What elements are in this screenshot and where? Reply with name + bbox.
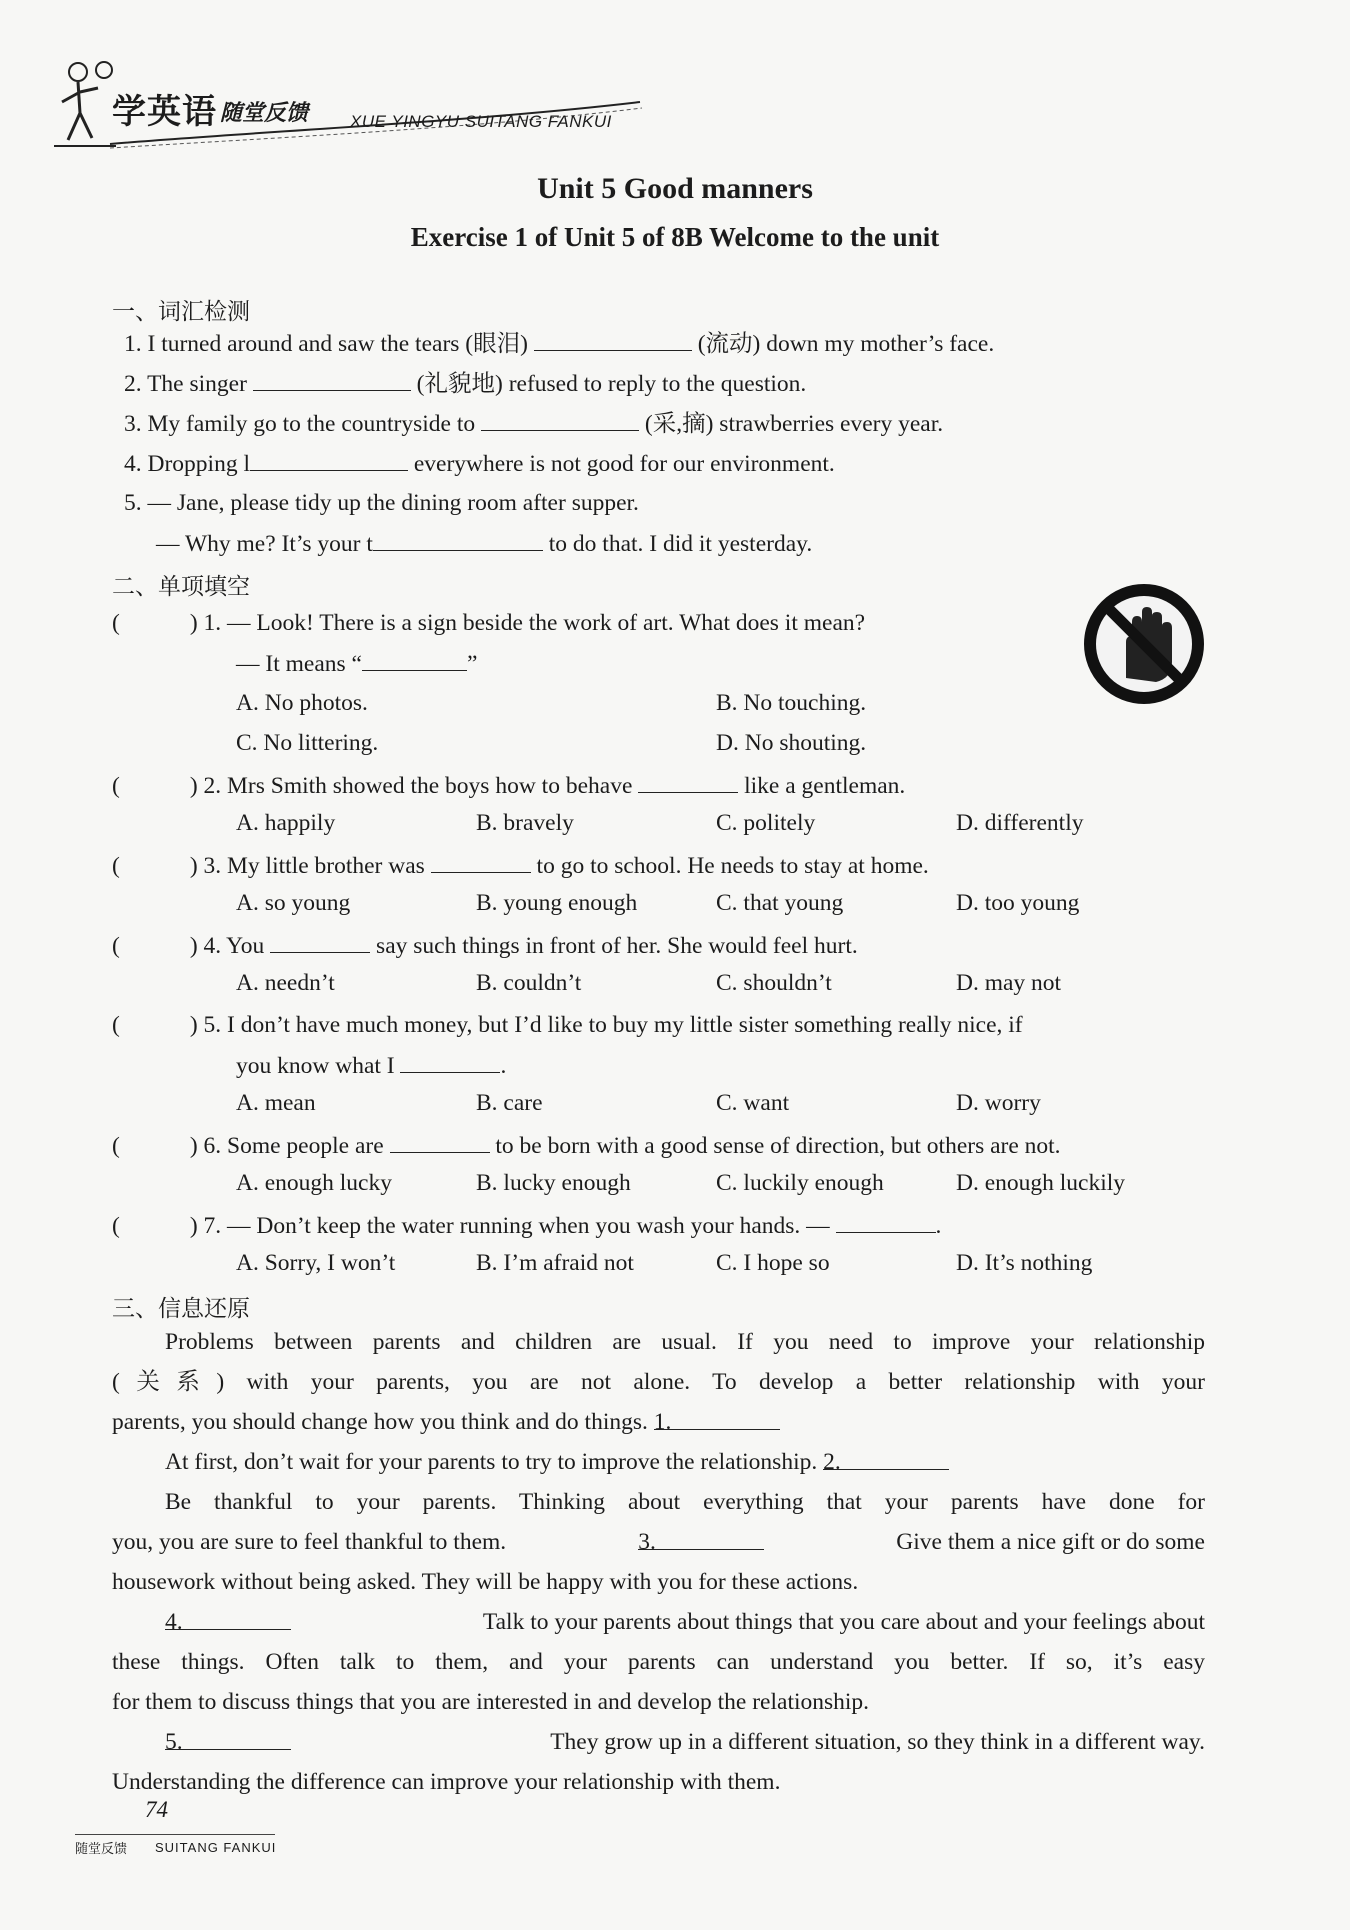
option-c[interactable]: C. luckily enough xyxy=(716,1170,884,1196)
option-b[interactable]: B. I’m afraid not xyxy=(476,1250,634,1276)
section-heading-single-choice: 二、单项填空 xyxy=(112,574,250,600)
answer-paren-open: ( xyxy=(112,1012,120,1038)
answer-paren-close: ) xyxy=(189,1012,198,1038)
blank-number: 5. xyxy=(165,1729,183,1755)
vocab-item xyxy=(124,488,639,518)
item-text: — Jane, please tidy up the dining room after supper. xyxy=(147,490,639,516)
question-text: — Don’t keep the water running when you wash your hands. — xyxy=(227,1213,830,1239)
question-line xyxy=(112,1130,1061,1161)
answer-paren-close: ) xyxy=(189,1133,198,1159)
option-a[interactable]: A. needn’t xyxy=(236,970,335,996)
answer-blank[interactable] xyxy=(400,1050,500,1073)
item-text: The singer xyxy=(147,371,247,397)
option-b[interactable]: B. lucky enough xyxy=(476,1170,631,1196)
passage-line xyxy=(165,1447,949,1477)
passage-text: you, you are sure to feel thankful to them. xyxy=(112,1529,507,1555)
student-figure-icon xyxy=(50,58,120,148)
passage-line xyxy=(112,1527,1205,1557)
passage-text: these things. Often talk to them, and your parents can understand you better. If so, it’s easy xyxy=(112,1649,1205,1675)
question-number: 1. xyxy=(203,610,222,636)
blank-number: 1. xyxy=(653,1409,672,1435)
option-a[interactable]: A. Sorry, I won’t xyxy=(236,1250,396,1276)
passage-line xyxy=(112,1567,858,1597)
answer-paren-close: ) xyxy=(189,773,198,799)
answer-blank[interactable] xyxy=(373,528,543,551)
item-text: (流动) down my mother’s face. xyxy=(697,331,995,357)
blank-number: 2. xyxy=(823,1449,841,1475)
passage-line xyxy=(165,1727,1205,1757)
passage-text: At first, don’t wait for your parents to try to improve the relationship. xyxy=(165,1449,818,1475)
question-number: 5. xyxy=(203,1012,222,1038)
vocab-item xyxy=(124,368,806,399)
answer-paren-open: ( xyxy=(112,933,120,959)
passage-line xyxy=(112,1647,1205,1677)
blank-number: 4. xyxy=(165,1609,183,1635)
answer-blank[interactable] xyxy=(481,408,639,431)
passage-line xyxy=(165,1327,1205,1357)
passage-text: (关系) with your parents, you are not alone. To develop a better relationship with your xyxy=(112,1369,1205,1395)
vocab-item xyxy=(124,448,835,479)
question-number: 6. xyxy=(203,1133,222,1159)
passage-line xyxy=(165,1487,1205,1517)
question-line xyxy=(236,1050,506,1081)
answer-blank-1[interactable] xyxy=(653,1407,780,1435)
question-line xyxy=(112,1010,1023,1040)
answer-blank-2[interactable] xyxy=(823,1447,949,1475)
answer-blank[interactable] xyxy=(534,328,692,351)
vocab-item xyxy=(124,328,994,359)
passage-text: for them to discuss things that you are interested in and develop the relationship. xyxy=(112,1689,870,1715)
answer-paren-close: ) xyxy=(189,853,198,879)
option-b[interactable]: B. No touching. xyxy=(716,690,867,716)
option-a[interactable]: A. enough lucky xyxy=(236,1170,392,1196)
page-number: 74 xyxy=(145,1797,168,1822)
answer-paren-close: ) xyxy=(189,933,198,959)
question-text: — It means “ xyxy=(236,651,362,677)
passage-text: They grow up in a different situation, so they think in a different way. xyxy=(550,1729,1205,1755)
blank-number: 3. xyxy=(638,1529,656,1555)
unit-title: Unit 5 Good manners xyxy=(537,172,813,205)
option-a[interactable]: A. happily xyxy=(236,810,336,836)
answer-blank[interactable] xyxy=(253,368,411,391)
passage-line xyxy=(112,1687,869,1717)
question-text: like a gentleman. xyxy=(744,773,906,799)
answer-blank[interactable] xyxy=(250,448,408,471)
item-text: (采,摘) strawberries every year. xyxy=(644,411,944,437)
question-text: . xyxy=(935,1213,942,1239)
option-d[interactable]: D. It’s nothing xyxy=(956,1250,1093,1276)
answer-blank[interactable] xyxy=(431,850,531,873)
option-d[interactable]: D. enough luckily xyxy=(956,1170,1126,1196)
passage-text: parents, you should change how you think and do things. xyxy=(112,1409,648,1435)
option-d[interactable]: D. differently xyxy=(956,810,1084,836)
question-text: Some people are xyxy=(227,1133,384,1159)
item-number: 3. xyxy=(124,411,142,437)
exercise-title: Exercise 1 of Unit 5 of 8B Welcome to the unit xyxy=(410,222,940,252)
answer-paren-open: ( xyxy=(112,1213,120,1239)
answer-blank[interactable] xyxy=(390,1130,490,1153)
section-heading-vocabulary: 一、词汇检测 xyxy=(112,299,250,325)
passage-text: Give them a nice gift or do some xyxy=(896,1529,1205,1555)
question-text: My little brother was xyxy=(227,853,425,879)
option-c[interactable]: C. politely xyxy=(716,810,816,836)
passage-text: Understanding the difference can improve your relationship with them. xyxy=(112,1769,781,1795)
item-number: 1. xyxy=(124,331,142,357)
option-a[interactable]: A. so young xyxy=(236,890,351,916)
option-b[interactable]: B. couldn’t xyxy=(476,970,582,996)
question-line xyxy=(112,1210,941,1241)
option-a[interactable]: A. No photos. xyxy=(236,690,368,716)
answer-blank[interactable] xyxy=(638,770,738,793)
passage-line xyxy=(112,1407,780,1437)
question-line xyxy=(112,608,865,638)
question-line xyxy=(236,648,477,679)
answer-paren-close: ) xyxy=(189,610,198,636)
item-text: everywhere is not good for our environment. xyxy=(413,451,835,477)
question-line xyxy=(112,770,905,801)
passage-text: housework without being asked. They will be happy with you for these actions. xyxy=(112,1569,859,1595)
answer-blank[interactable] xyxy=(362,648,467,671)
answer-paren-open: ( xyxy=(112,773,120,799)
option-c[interactable]: C. want xyxy=(716,1090,790,1116)
footer-brand: SUITANG FANKUI xyxy=(155,1840,277,1855)
item-text: I turned around and saw the tears (眼泪) xyxy=(147,331,528,357)
option-c[interactable]: C. No littering. xyxy=(236,730,379,756)
question-line xyxy=(112,930,858,961)
item-text: Dropping l xyxy=(147,451,250,477)
question-text: You xyxy=(226,933,265,959)
question-text: say such things in front of her. She would feel hurt. xyxy=(376,933,858,959)
option-c[interactable]: C. that young xyxy=(716,890,844,916)
question-text: Mrs Smith showed the boys how to behave xyxy=(227,773,633,799)
passage-text: Problems between parents and children are usual. If you need to improve your relationship xyxy=(165,1329,1205,1355)
question-text: I don’t have much money, but I’d like to buy my little sister something really nice, if xyxy=(227,1012,1023,1038)
passage-line xyxy=(165,1607,1205,1637)
option-a[interactable]: A. mean xyxy=(236,1090,316,1116)
item-text: to do that. I did it yesterday. xyxy=(548,531,813,557)
question-text: ” xyxy=(466,651,478,677)
option-c[interactable]: C. shouldn’t xyxy=(716,970,832,996)
vocab-item xyxy=(124,408,943,439)
item-number: 5. xyxy=(124,490,142,516)
question-text: — Look! There is a sign beside the work of art. What does it mean? xyxy=(227,610,866,636)
question-text: to go to school. He needs to stay at home. xyxy=(536,853,929,879)
answer-blank-5[interactable] xyxy=(165,1727,291,1755)
page-header xyxy=(50,52,650,152)
passage-line xyxy=(112,1367,1205,1397)
option-d[interactable]: D. worry xyxy=(956,1090,1041,1116)
brand-pinyin: XUE YINGYU SUITANG FANKUI xyxy=(350,112,612,131)
question-number: 3. xyxy=(203,853,222,879)
question-text: to be born with a good sense of direction, but others are not. xyxy=(495,1133,1061,1159)
no-touching-sign-icon xyxy=(1082,582,1206,706)
item-text: My family go to the countryside to xyxy=(147,411,476,437)
option-d[interactable]: D. too young xyxy=(956,890,1080,916)
option-c[interactable]: C. I hope so xyxy=(716,1250,830,1276)
brand-title: 学英语 xyxy=(112,92,217,132)
item-number: 4. xyxy=(124,451,142,477)
question-text: . xyxy=(500,1053,507,1079)
answer-paren-open: ( xyxy=(112,610,120,636)
option-d[interactable]: D. may not xyxy=(956,970,1062,996)
question-line xyxy=(112,850,929,881)
answer-blank-3[interactable] xyxy=(638,1527,764,1555)
answer-paren-close: ) xyxy=(189,1213,198,1239)
answer-paren-open: ( xyxy=(112,853,120,879)
passage-line xyxy=(112,1767,780,1797)
answer-blank[interactable] xyxy=(270,930,370,953)
passage-text: Talk to your parents about things that you care about and your feelings about xyxy=(482,1609,1205,1635)
section-heading-information: 三、信息还原 xyxy=(112,1296,250,1322)
option-b[interactable]: B. care xyxy=(476,1090,543,1116)
answer-blank-4[interactable] xyxy=(165,1607,291,1635)
question-number: 4. xyxy=(203,933,222,959)
footer-brand-cn: 随堂反馈 xyxy=(75,1842,128,1857)
question-text: you know what I xyxy=(236,1053,395,1079)
question-number: 2. xyxy=(203,773,222,799)
question-number: 7. xyxy=(203,1213,222,1239)
item-text: (礼貌地) refused to reply to the question. xyxy=(416,371,807,397)
option-b[interactable]: B. bravely xyxy=(476,810,574,836)
item-number: 2. xyxy=(124,371,142,397)
passage-text: Be thankful to your parents. Thinking about everything that your parents have done for xyxy=(165,1489,1205,1515)
option-b[interactable]: B. young enough xyxy=(476,890,638,916)
answer-paren-open: ( xyxy=(112,1133,120,1159)
footer-divider xyxy=(75,1834,275,1835)
item-text: — Why me? It’s your t xyxy=(156,531,373,557)
answer-blank[interactable] xyxy=(836,1210,936,1233)
vocab-item xyxy=(156,528,812,559)
brand-subtitle: 随堂反馈 xyxy=(220,101,309,126)
option-d[interactable]: D. No shouting. xyxy=(716,730,867,756)
